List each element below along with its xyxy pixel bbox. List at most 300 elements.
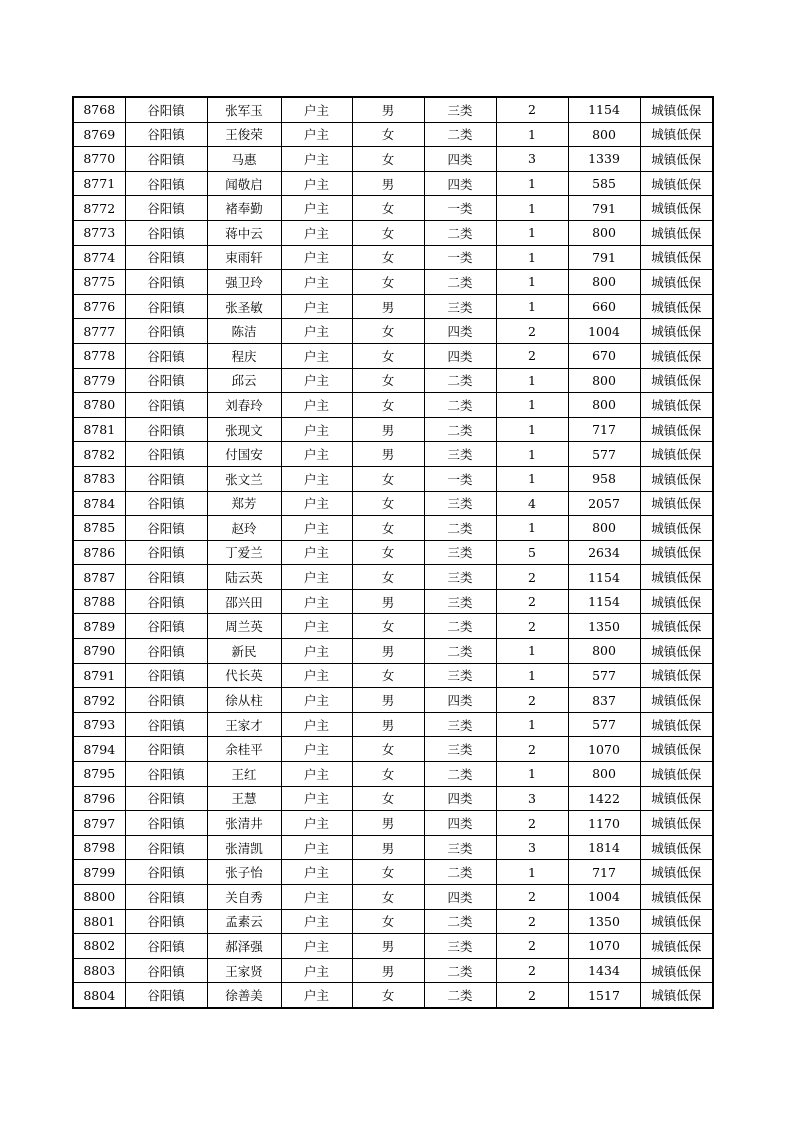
category-cell: 二类 bbox=[424, 860, 496, 885]
row-number-cell: 8791 bbox=[73, 663, 125, 688]
assistance-type-cell: 城镇低保 bbox=[640, 885, 713, 910]
table-row bbox=[73, 614, 713, 639]
town-cell: 谷阳镇 bbox=[125, 220, 207, 245]
town-cell: 谷阳镇 bbox=[125, 97, 207, 122]
town-cell: 谷阳镇 bbox=[125, 934, 207, 959]
amount-cell: 1350 bbox=[568, 614, 640, 639]
assistance-type-cell: 城镇低保 bbox=[640, 368, 713, 393]
amount-cell: 800 bbox=[568, 368, 640, 393]
assistance-type-cell: 城镇低保 bbox=[640, 442, 713, 467]
assistance-type-cell: 城镇低保 bbox=[640, 565, 713, 590]
head-name-cell: 关自秀 bbox=[207, 885, 281, 910]
assistance-type-cell: 城镇低保 bbox=[640, 540, 713, 565]
assistance-type-cell: 城镇低保 bbox=[640, 516, 713, 541]
table-row bbox=[73, 762, 713, 787]
town-cell: 谷阳镇 bbox=[125, 368, 207, 393]
assistance-type-cell: 城镇低保 bbox=[640, 811, 713, 836]
table-row bbox=[73, 319, 713, 344]
table-row bbox=[73, 835, 713, 860]
row-number-cell: 8775 bbox=[73, 270, 125, 295]
category-cell: 三类 bbox=[424, 712, 496, 737]
head-name-cell: 陈洁 bbox=[207, 319, 281, 344]
gender-cell: 女 bbox=[352, 885, 424, 910]
table-row bbox=[73, 688, 713, 713]
amount-cell: 1350 bbox=[568, 909, 640, 934]
row-number-cell: 8799 bbox=[73, 860, 125, 885]
row-number-cell: 8781 bbox=[73, 417, 125, 442]
assistance-type-cell: 城镇低保 bbox=[640, 712, 713, 737]
amount-cell: 1004 bbox=[568, 319, 640, 344]
table-row bbox=[73, 663, 713, 688]
gender-cell: 女 bbox=[352, 147, 424, 172]
household-size-cell: 1 bbox=[496, 417, 568, 442]
table-row bbox=[73, 171, 713, 196]
head-name-cell: 周兰英 bbox=[207, 614, 281, 639]
assistance-type-cell: 城镇低保 bbox=[640, 171, 713, 196]
assistance-type-cell: 城镇低保 bbox=[640, 294, 713, 319]
table-row bbox=[73, 368, 713, 393]
table-row bbox=[73, 540, 713, 565]
relation-cell: 户主 bbox=[281, 540, 352, 565]
amount-cell: 800 bbox=[568, 270, 640, 295]
category-cell: 三类 bbox=[424, 565, 496, 590]
town-cell: 谷阳镇 bbox=[125, 417, 207, 442]
gender-cell: 女 bbox=[352, 343, 424, 368]
town-cell: 谷阳镇 bbox=[125, 786, 207, 811]
relation-cell: 户主 bbox=[281, 909, 352, 934]
assistance-type-cell: 城镇低保 bbox=[640, 196, 713, 221]
relation-cell: 户主 bbox=[281, 663, 352, 688]
gender-cell: 男 bbox=[352, 639, 424, 664]
town-cell: 谷阳镇 bbox=[125, 835, 207, 860]
row-number-cell: 8797 bbox=[73, 811, 125, 836]
gender-cell: 男 bbox=[352, 417, 424, 442]
table-row bbox=[73, 196, 713, 221]
town-cell: 谷阳镇 bbox=[125, 885, 207, 910]
amount-cell: 958 bbox=[568, 466, 640, 491]
relation-cell: 户主 bbox=[281, 417, 352, 442]
head-name-cell: 张现文 bbox=[207, 417, 281, 442]
relation-cell: 户主 bbox=[281, 196, 352, 221]
town-cell: 谷阳镇 bbox=[125, 762, 207, 787]
household-size-cell: 1 bbox=[496, 466, 568, 491]
assistance-type-cell: 城镇低保 bbox=[640, 909, 713, 934]
town-cell: 谷阳镇 bbox=[125, 860, 207, 885]
town-cell: 谷阳镇 bbox=[125, 565, 207, 590]
row-number-cell: 8790 bbox=[73, 639, 125, 664]
row-number-cell: 8770 bbox=[73, 147, 125, 172]
household-size-cell: 2 bbox=[496, 811, 568, 836]
relation-cell: 户主 bbox=[281, 171, 352, 196]
relation-cell: 户主 bbox=[281, 565, 352, 590]
town-cell: 谷阳镇 bbox=[125, 614, 207, 639]
row-number-cell: 8774 bbox=[73, 245, 125, 270]
amount-cell: 800 bbox=[568, 220, 640, 245]
household-size-cell: 2 bbox=[496, 909, 568, 934]
relation-cell: 户主 bbox=[281, 393, 352, 418]
table-row bbox=[73, 122, 713, 147]
household-size-cell: 1 bbox=[496, 196, 568, 221]
gender-cell: 女 bbox=[352, 245, 424, 270]
gender-cell: 男 bbox=[352, 589, 424, 614]
town-cell: 谷阳镇 bbox=[125, 442, 207, 467]
row-number-cell: 8794 bbox=[73, 737, 125, 762]
amount-cell: 717 bbox=[568, 417, 640, 442]
category-cell: 二类 bbox=[424, 220, 496, 245]
town-cell: 谷阳镇 bbox=[125, 466, 207, 491]
amount-cell: 1339 bbox=[568, 147, 640, 172]
category-cell: 三类 bbox=[424, 663, 496, 688]
head-name-cell: 闻敬启 bbox=[207, 171, 281, 196]
gender-cell: 女 bbox=[352, 393, 424, 418]
amount-cell: 670 bbox=[568, 343, 640, 368]
town-cell: 谷阳镇 bbox=[125, 122, 207, 147]
household-size-cell: 2 bbox=[496, 688, 568, 713]
category-cell: 四类 bbox=[424, 343, 496, 368]
town-cell: 谷阳镇 bbox=[125, 958, 207, 983]
row-number-cell: 8771 bbox=[73, 171, 125, 196]
head-name-cell: 张清井 bbox=[207, 811, 281, 836]
gender-cell: 男 bbox=[352, 835, 424, 860]
row-number-cell: 8780 bbox=[73, 393, 125, 418]
amount-cell: 717 bbox=[568, 860, 640, 885]
category-cell: 四类 bbox=[424, 786, 496, 811]
relation-cell: 户主 bbox=[281, 786, 352, 811]
head-name-cell: 王家才 bbox=[207, 712, 281, 737]
relation-cell: 户主 bbox=[281, 270, 352, 295]
head-name-cell: 强卫玲 bbox=[207, 270, 281, 295]
category-cell: 三类 bbox=[424, 589, 496, 614]
head-name-cell: 丁爱兰 bbox=[207, 540, 281, 565]
household-size-cell: 2 bbox=[496, 589, 568, 614]
relation-cell: 户主 bbox=[281, 614, 352, 639]
relation-cell: 户主 bbox=[281, 885, 352, 910]
amount-cell: 791 bbox=[568, 196, 640, 221]
amount-cell: 1070 bbox=[568, 737, 640, 762]
roster-body bbox=[73, 97, 713, 1008]
relation-cell: 户主 bbox=[281, 97, 352, 122]
table-row bbox=[73, 712, 713, 737]
head-name-cell: 付国安 bbox=[207, 442, 281, 467]
town-cell: 谷阳镇 bbox=[125, 540, 207, 565]
assistance-type-cell: 城镇低保 bbox=[640, 147, 713, 172]
relation-cell: 户主 bbox=[281, 442, 352, 467]
head-name-cell: 郝泽强 bbox=[207, 934, 281, 959]
table-row bbox=[73, 737, 713, 762]
amount-cell: 1170 bbox=[568, 811, 640, 836]
household-size-cell: 3 bbox=[496, 147, 568, 172]
amount-cell: 2057 bbox=[568, 491, 640, 516]
category-cell: 三类 bbox=[424, 934, 496, 959]
household-size-cell: 2 bbox=[496, 934, 568, 959]
table-row bbox=[73, 270, 713, 295]
household-size-cell: 3 bbox=[496, 835, 568, 860]
category-cell: 二类 bbox=[424, 368, 496, 393]
gender-cell: 女 bbox=[352, 491, 424, 516]
gender-cell: 女 bbox=[352, 860, 424, 885]
household-size-cell: 1 bbox=[496, 220, 568, 245]
head-name-cell: 邵兴田 bbox=[207, 589, 281, 614]
amount-cell: 585 bbox=[568, 171, 640, 196]
assistance-type-cell: 城镇低保 bbox=[640, 860, 713, 885]
table-row bbox=[73, 466, 713, 491]
table-row bbox=[73, 639, 713, 664]
amount-cell: 1517 bbox=[568, 983, 640, 1008]
gender-cell: 男 bbox=[352, 442, 424, 467]
gender-cell: 女 bbox=[352, 122, 424, 147]
amount-cell: 577 bbox=[568, 663, 640, 688]
gender-cell: 女 bbox=[352, 220, 424, 245]
category-cell: 三类 bbox=[424, 442, 496, 467]
relation-cell: 户主 bbox=[281, 811, 352, 836]
head-name-cell: 邱云 bbox=[207, 368, 281, 393]
row-number-cell: 8784 bbox=[73, 491, 125, 516]
gender-cell: 女 bbox=[352, 540, 424, 565]
category-cell: 二类 bbox=[424, 983, 496, 1008]
head-name-cell: 孟素云 bbox=[207, 909, 281, 934]
head-name-cell: 褚奉勤 bbox=[207, 196, 281, 221]
amount-cell: 800 bbox=[568, 122, 640, 147]
assistance-type-cell: 城镇低保 bbox=[640, 762, 713, 787]
household-size-cell: 2 bbox=[496, 343, 568, 368]
table-row bbox=[73, 565, 713, 590]
household-size-cell: 1 bbox=[496, 663, 568, 688]
assistance-type-cell: 城镇低保 bbox=[640, 958, 713, 983]
category-cell: 二类 bbox=[424, 762, 496, 787]
household-size-cell: 2 bbox=[496, 885, 568, 910]
category-cell: 四类 bbox=[424, 147, 496, 172]
assistance-type-cell: 城镇低保 bbox=[640, 491, 713, 516]
gender-cell: 女 bbox=[352, 983, 424, 1008]
town-cell: 谷阳镇 bbox=[125, 737, 207, 762]
relation-cell: 户主 bbox=[281, 368, 352, 393]
assistance-type-cell: 城镇低保 bbox=[640, 393, 713, 418]
table-row bbox=[73, 811, 713, 836]
head-name-cell: 赵玲 bbox=[207, 516, 281, 541]
assistance-type-cell: 城镇低保 bbox=[640, 983, 713, 1008]
assistance-type-cell: 城镇低保 bbox=[640, 614, 713, 639]
relation-cell: 户主 bbox=[281, 639, 352, 664]
roster-table bbox=[72, 96, 714, 1009]
row-number-cell: 8787 bbox=[73, 565, 125, 590]
amount-cell: 1422 bbox=[568, 786, 640, 811]
household-size-cell: 1 bbox=[496, 122, 568, 147]
table-row bbox=[73, 934, 713, 959]
category-cell: 一类 bbox=[424, 466, 496, 491]
household-size-cell: 1 bbox=[496, 294, 568, 319]
category-cell: 三类 bbox=[424, 835, 496, 860]
assistance-type-cell: 城镇低保 bbox=[640, 245, 713, 270]
relation-cell: 户主 bbox=[281, 835, 352, 860]
assistance-type-cell: 城镇低保 bbox=[640, 319, 713, 344]
gender-cell: 女 bbox=[352, 909, 424, 934]
gender-cell: 女 bbox=[352, 196, 424, 221]
row-number-cell: 8789 bbox=[73, 614, 125, 639]
gender-cell: 女 bbox=[352, 737, 424, 762]
relation-cell: 户主 bbox=[281, 958, 352, 983]
table-row bbox=[73, 294, 713, 319]
category-cell: 二类 bbox=[424, 639, 496, 664]
row-number-cell: 8800 bbox=[73, 885, 125, 910]
row-number-cell: 8783 bbox=[73, 466, 125, 491]
amount-cell: 1434 bbox=[568, 958, 640, 983]
household-size-cell: 1 bbox=[496, 368, 568, 393]
head-name-cell: 张军玉 bbox=[207, 97, 281, 122]
assistance-type-cell: 城镇低保 bbox=[640, 639, 713, 664]
gender-cell: 男 bbox=[352, 97, 424, 122]
town-cell: 谷阳镇 bbox=[125, 712, 207, 737]
table-row bbox=[73, 983, 713, 1008]
town-cell: 谷阳镇 bbox=[125, 639, 207, 664]
household-size-cell: 1 bbox=[496, 245, 568, 270]
table-row bbox=[73, 220, 713, 245]
household-size-cell: 4 bbox=[496, 491, 568, 516]
gender-cell: 女 bbox=[352, 466, 424, 491]
amount-cell: 1154 bbox=[568, 589, 640, 614]
category-cell: 二类 bbox=[424, 122, 496, 147]
table-row bbox=[73, 245, 713, 270]
amount-cell: 577 bbox=[568, 442, 640, 467]
assistance-type-cell: 城镇低保 bbox=[640, 737, 713, 762]
row-number-cell: 8801 bbox=[73, 909, 125, 934]
assistance-type-cell: 城镇低保 bbox=[640, 835, 713, 860]
town-cell: 谷阳镇 bbox=[125, 909, 207, 934]
amount-cell: 577 bbox=[568, 712, 640, 737]
household-size-cell: 1 bbox=[496, 442, 568, 467]
row-number-cell: 8772 bbox=[73, 196, 125, 221]
table-row bbox=[73, 343, 713, 368]
town-cell: 谷阳镇 bbox=[125, 516, 207, 541]
head-name-cell: 马惠 bbox=[207, 147, 281, 172]
row-number-cell: 8773 bbox=[73, 220, 125, 245]
relation-cell: 户主 bbox=[281, 934, 352, 959]
table-row bbox=[73, 516, 713, 541]
head-name-cell: 代长英 bbox=[207, 663, 281, 688]
relation-cell: 户主 bbox=[281, 688, 352, 713]
gender-cell: 女 bbox=[352, 319, 424, 344]
relation-cell: 户主 bbox=[281, 737, 352, 762]
category-cell: 三类 bbox=[424, 97, 496, 122]
relation-cell: 户主 bbox=[281, 466, 352, 491]
household-size-cell: 2 bbox=[496, 958, 568, 983]
town-cell: 谷阳镇 bbox=[125, 270, 207, 295]
relation-cell: 户主 bbox=[281, 860, 352, 885]
town-cell: 谷阳镇 bbox=[125, 294, 207, 319]
household-size-cell: 1 bbox=[496, 393, 568, 418]
head-name-cell: 束雨轩 bbox=[207, 245, 281, 270]
row-number-cell: 8777 bbox=[73, 319, 125, 344]
category-cell: 二类 bbox=[424, 417, 496, 442]
town-cell: 谷阳镇 bbox=[125, 589, 207, 614]
town-cell: 谷阳镇 bbox=[125, 491, 207, 516]
town-cell: 谷阳镇 bbox=[125, 393, 207, 418]
category-cell: 二类 bbox=[424, 958, 496, 983]
head-name-cell: 程庆 bbox=[207, 343, 281, 368]
head-name-cell: 王家贤 bbox=[207, 958, 281, 983]
category-cell: 四类 bbox=[424, 811, 496, 836]
town-cell: 谷阳镇 bbox=[125, 196, 207, 221]
row-number-cell: 8768 bbox=[73, 97, 125, 122]
relation-cell: 户主 bbox=[281, 762, 352, 787]
amount-cell: 2634 bbox=[568, 540, 640, 565]
amount-cell: 1154 bbox=[568, 97, 640, 122]
category-cell: 三类 bbox=[424, 540, 496, 565]
category-cell: 三类 bbox=[424, 294, 496, 319]
row-number-cell: 8803 bbox=[73, 958, 125, 983]
household-size-cell: 1 bbox=[496, 639, 568, 664]
household-size-cell: 2 bbox=[496, 319, 568, 344]
town-cell: 谷阳镇 bbox=[125, 171, 207, 196]
row-number-cell: 8792 bbox=[73, 688, 125, 713]
gender-cell: 女 bbox=[352, 663, 424, 688]
assistance-type-cell: 城镇低保 bbox=[640, 220, 713, 245]
category-cell: 二类 bbox=[424, 614, 496, 639]
amount-cell: 1004 bbox=[568, 885, 640, 910]
household-size-cell: 3 bbox=[496, 786, 568, 811]
household-size-cell: 2 bbox=[496, 614, 568, 639]
assistance-type-cell: 城镇低保 bbox=[640, 934, 713, 959]
category-cell: 四类 bbox=[424, 319, 496, 344]
relation-cell: 户主 bbox=[281, 294, 352, 319]
table-row bbox=[73, 393, 713, 418]
gender-cell: 男 bbox=[352, 688, 424, 713]
head-name-cell: 王俊荣 bbox=[207, 122, 281, 147]
head-name-cell: 刘春玲 bbox=[207, 393, 281, 418]
table-row bbox=[73, 958, 713, 983]
gender-cell: 女 bbox=[352, 270, 424, 295]
household-size-cell: 2 bbox=[496, 737, 568, 762]
head-name-cell: 陆云英 bbox=[207, 565, 281, 590]
head-name-cell: 徐从柱 bbox=[207, 688, 281, 713]
assistance-type-cell: 城镇低保 bbox=[640, 786, 713, 811]
household-size-cell: 1 bbox=[496, 712, 568, 737]
table-row bbox=[73, 491, 713, 516]
table-row bbox=[73, 786, 713, 811]
gender-cell: 男 bbox=[352, 811, 424, 836]
assistance-type-cell: 城镇低保 bbox=[640, 122, 713, 147]
town-cell: 谷阳镇 bbox=[125, 343, 207, 368]
head-name-cell: 郑芳 bbox=[207, 491, 281, 516]
gender-cell: 女 bbox=[352, 762, 424, 787]
relation-cell: 户主 bbox=[281, 516, 352, 541]
gender-cell: 女 bbox=[352, 565, 424, 590]
gender-cell: 女 bbox=[352, 786, 424, 811]
row-number-cell: 8779 bbox=[73, 368, 125, 393]
gender-cell: 男 bbox=[352, 171, 424, 196]
row-number-cell: 8798 bbox=[73, 835, 125, 860]
relation-cell: 户主 bbox=[281, 343, 352, 368]
table-row bbox=[73, 860, 713, 885]
town-cell: 谷阳镇 bbox=[125, 688, 207, 713]
town-cell: 谷阳镇 bbox=[125, 983, 207, 1008]
category-cell: 二类 bbox=[424, 393, 496, 418]
gender-cell: 女 bbox=[352, 614, 424, 639]
gender-cell: 男 bbox=[352, 958, 424, 983]
table-row bbox=[73, 909, 713, 934]
row-number-cell: 8804 bbox=[73, 983, 125, 1008]
category-cell: 一类 bbox=[424, 196, 496, 221]
table-row bbox=[73, 417, 713, 442]
gender-cell: 男 bbox=[352, 294, 424, 319]
relation-cell: 户主 bbox=[281, 147, 352, 172]
table-row bbox=[73, 97, 713, 122]
head-name-cell: 徐善美 bbox=[207, 983, 281, 1008]
gender-cell: 女 bbox=[352, 368, 424, 393]
household-size-cell: 2 bbox=[496, 983, 568, 1008]
household-size-cell: 5 bbox=[496, 540, 568, 565]
category-cell: 二类 bbox=[424, 909, 496, 934]
head-name-cell: 张文兰 bbox=[207, 466, 281, 491]
